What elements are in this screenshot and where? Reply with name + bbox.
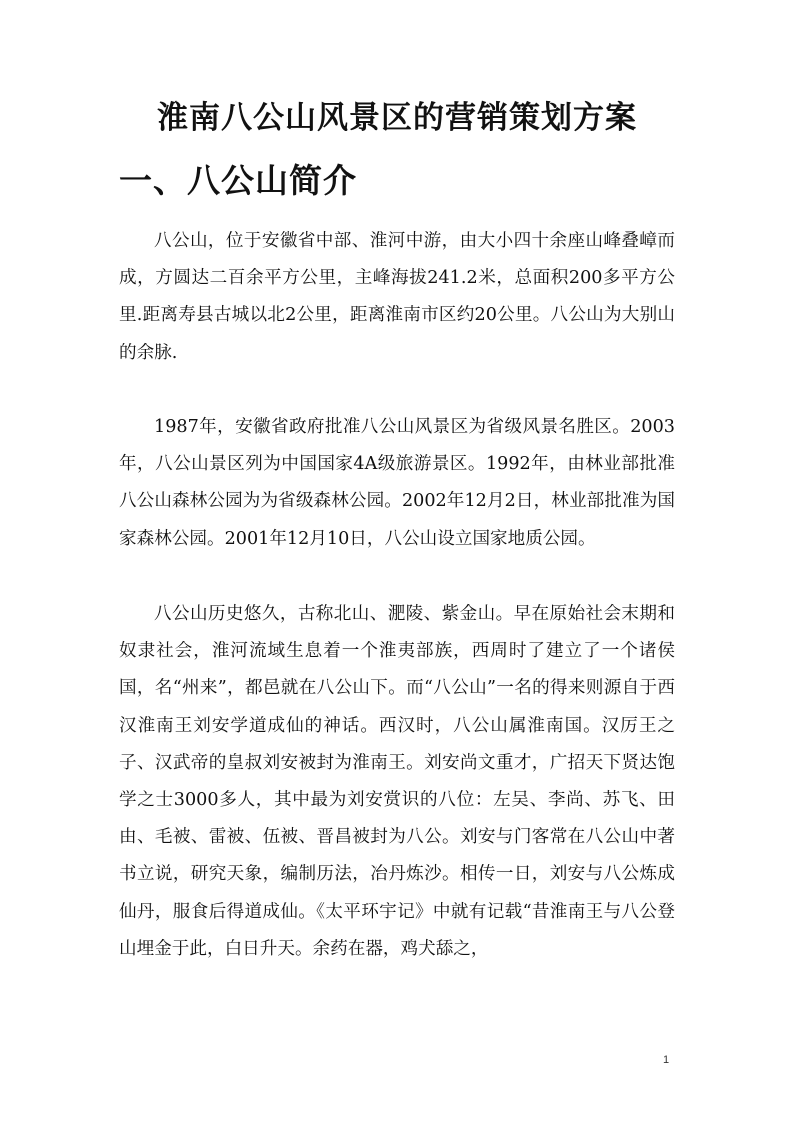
document-title: 淮南八公山风景区的营销策划方案 (157, 100, 637, 136)
paragraph-history-legend: 八公山历史悠久，古称北山、淝陵、紫金山。早在原始社会末期和奴隶社会，淮河流域生息着一个淮夷部族，西周时了建立了一个诸侯国，名“州来”，都邑就在八公山下。而“八公山”一名的得来则源自于西汉淮南王刘安学道成仙的神话。西汉时，八公山属淮南国。汉厉王之子、汉武帝的皇叔刘安被封为淮南王。刘安尚文重才，广招天下贤达饱学之士3000多人，其中最为刘安赏识的八位：左吴、李尚、苏飞、田由、毛被、雷被、伍被、晋昌被封为八公。刘安与门客常在八公山中著书立说，研究天象，编制历法，冶丹炼沙。相传一日，刘安与八公炼成仙丹，服食后得道成仙。《太平环宇记》中就有记载“昔淮南王与八公登山埋金于此，白日升天。余药在器，鸡犬舔之， (119, 604, 675, 959)
page-number: 1 (663, 1054, 670, 1066)
paragraph-intro: 八公山，位于安徽省中部、淮河中游，由大小四十余座山峰叠嶂而成，方圆达二百余平方公里，主峰海拔241.2米，总面积200多平方公里.距离寿县古城以北2公里，距离淮南市区约20公里。八公山为大别山的余脉. (119, 231, 675, 363)
section-heading: 一、八公山简介 (119, 161, 357, 200)
paragraph-history-designations: 1987年，安徽省政府批准八公山风景区为省级风景名胜区。2003年，八公山景区列为中国国家4A级旅游景区。1992年，由林业部批准八公山森林公园为为省级森林公园。2002年12月2日，林业部批准为国家森林公园。2001年12月10日，八公山设立国家地质公园。 (119, 417, 675, 549)
